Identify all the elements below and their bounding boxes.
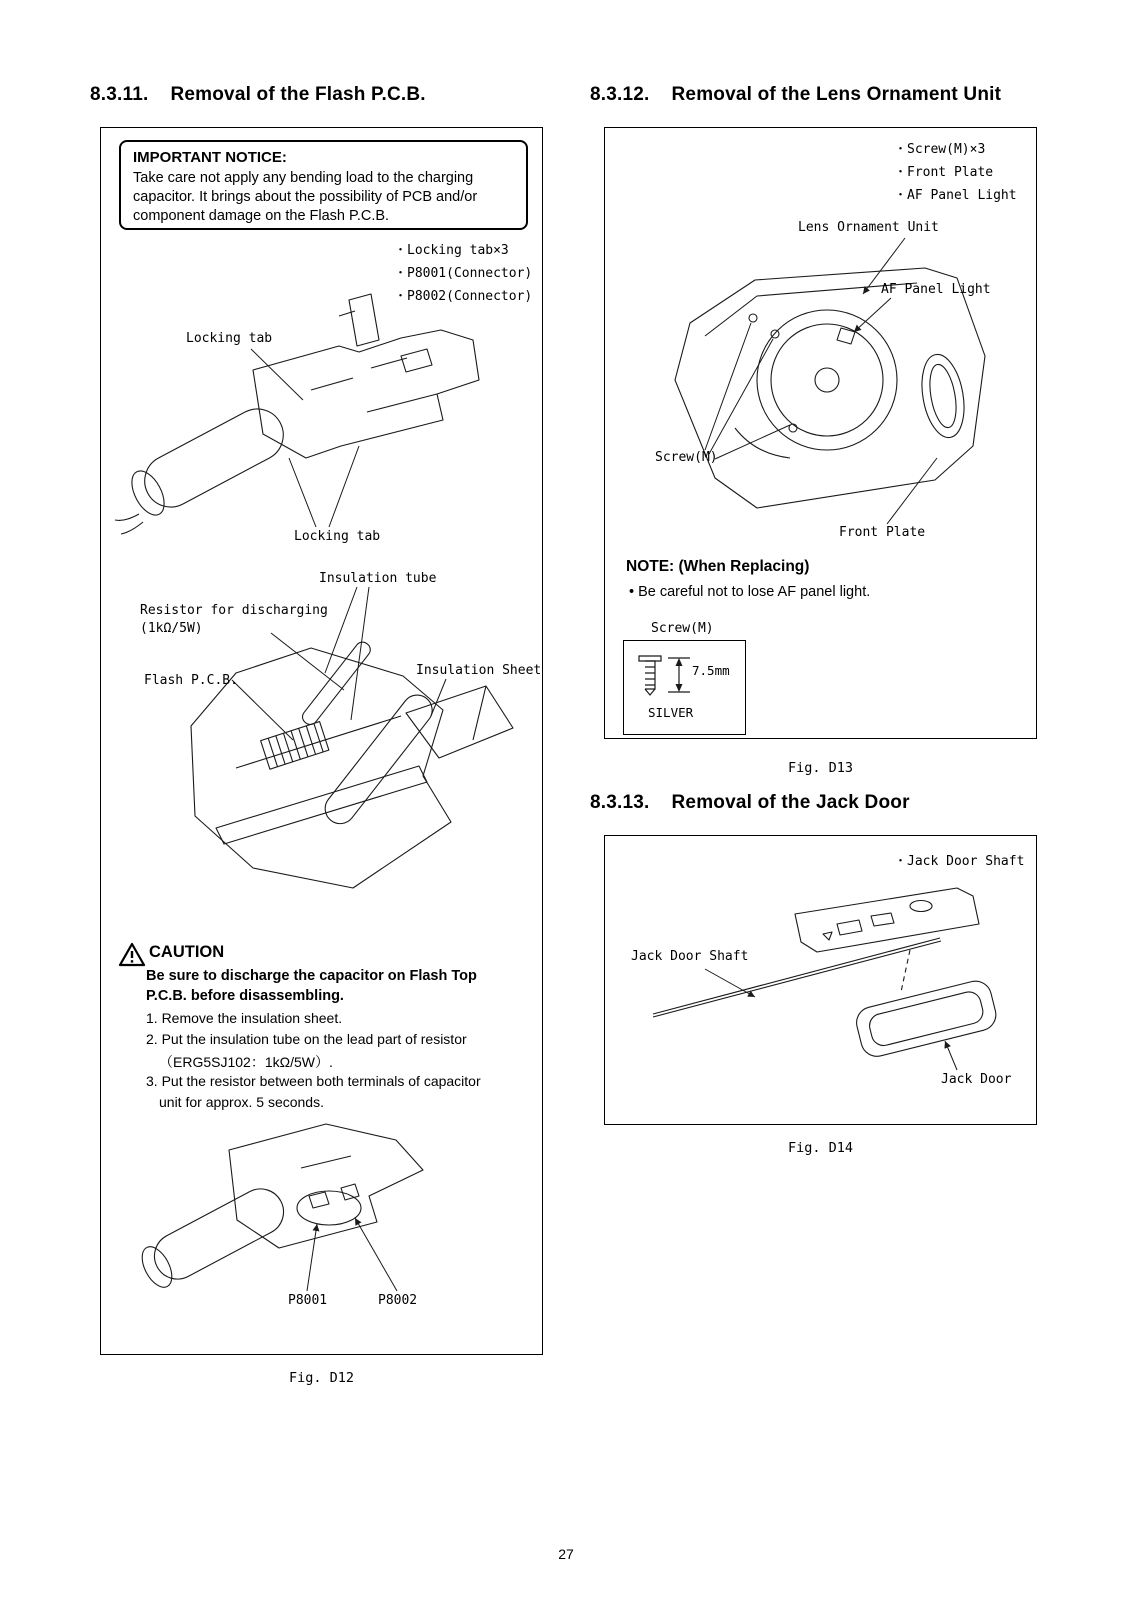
- caution-step: 2. Put the insulation tube on the lead part of resistor: [146, 1031, 467, 1047]
- parts-list-item: ・Front Plate: [894, 165, 994, 180]
- figure-d13-frame: [604, 127, 1037, 739]
- screw-m-label: Screw(M): [655, 450, 718, 465]
- important-notice-line: capacitor. It brings about the possibility of PCB and/or: [133, 189, 478, 205]
- caution-bold-line: Be sure to discharge the capacitor on Flash Top: [146, 968, 477, 984]
- caution-step: 3. Put the resistor between both terminals of capacitor: [146, 1073, 481, 1089]
- section-title: Removal of the Flash P.C.B.: [170, 84, 426, 105]
- parts-list-item: ・P8001(Connector): [394, 266, 533, 281]
- section-title: Removal of the Lens Ornament Unit: [671, 84, 1002, 105]
- screw-finish-value: SILVER: [648, 705, 694, 720]
- fig14-parts-list: [894, 850, 1024, 873]
- parts-list-item: ・Locking tab×3: [394, 243, 509, 258]
- locking-tab-label-top: Locking tab: [186, 331, 273, 346]
- parts-list-item: ・Screw(M)×3: [894, 142, 986, 157]
- insulation-tube-label: Insulation tube: [319, 571, 437, 586]
- p8001-label: P8001: [288, 1293, 328, 1308]
- section-number: 8.3.13.: [590, 792, 650, 813]
- figure-d12-caption: Fig. D12: [288, 1370, 355, 1386]
- front-plate-label: Front Plate: [839, 525, 926, 540]
- screw-length-value: 7.5mm: [692, 663, 730, 678]
- note-body: • Be careful not to lose AF panel light.: [629, 584, 871, 600]
- figure-d14-caption: Fig. D14: [787, 1140, 854, 1156]
- caution-title: CAUTION: [149, 943, 225, 961]
- caution-step: 1. Remove the insulation sheet.: [146, 1010, 343, 1026]
- flash-pcb-label: Flash P.C.B.: [144, 673, 238, 688]
- parts-list-item: ・AF Panel Light: [894, 188, 1017, 203]
- caution-triangle-icon: [118, 942, 146, 967]
- section-title: Removal of the Jack Door: [671, 792, 910, 813]
- section-8-3-11-heading: [90, 84, 426, 106]
- caution-step: unit for approx. 5 seconds.: [159, 1094, 324, 1110]
- important-notice-line: component damage on the Flash P.C.B.: [133, 208, 390, 224]
- figure-d12-frame: [100, 127, 543, 1355]
- parts-list-item: ・P8002(Connector): [394, 289, 533, 304]
- screw-detail-box: [623, 640, 746, 735]
- fig12-parts-list: [394, 239, 532, 308]
- important-notice-box: [119, 140, 528, 230]
- p8002-label: P8002: [378, 1293, 418, 1308]
- section-number: 8.3.11.: [90, 84, 149, 105]
- page-number: 27: [558, 1546, 574, 1562]
- lens-ornament-unit-label: Lens Ornament Unit: [798, 220, 939, 235]
- figure-d14-frame: [604, 835, 1037, 1125]
- screw-detail-label: Screw(M): [651, 621, 714, 636]
- important-notice-title: IMPORTANT NOTICE:: [133, 149, 287, 166]
- af-panel-light-label: AF Panel Light: [881, 282, 991, 297]
- resistor-label-line1: Resistor for discharging: [140, 603, 328, 618]
- caution-step: （ERG5SJ102：1kΩ/5W）.: [159, 1054, 333, 1070]
- section-8-3-13-heading: [590, 792, 910, 814]
- important-notice-line: Take care not apply any bending load to the charging: [133, 170, 474, 186]
- jack-door-shaft-label: Jack Door Shaft: [631, 949, 749, 964]
- section-8-3-12-heading: [590, 84, 1001, 106]
- section-number: 8.3.12.: [590, 84, 650, 105]
- parts-list-item: ・Jack Door Shaft: [894, 854, 1025, 869]
- flash-pcb-diagram: [101, 128, 544, 1356]
- insulation-sheet-label: Insulation Sheet: [416, 663, 542, 678]
- resistor-label-line2: (1kΩ/5W): [140, 621, 203, 636]
- caution-bold-line: P.C.B. before disassembling.: [146, 988, 344, 1004]
- note-title: NOTE: (When Replacing): [626, 558, 810, 575]
- jack-door-label: Jack Door: [941, 1072, 1012, 1087]
- figure-d13-caption: Fig. D13: [787, 760, 854, 776]
- fig13-parts-list: [894, 138, 1017, 207]
- locking-tab-label-bottom: Locking tab: [294, 529, 381, 544]
